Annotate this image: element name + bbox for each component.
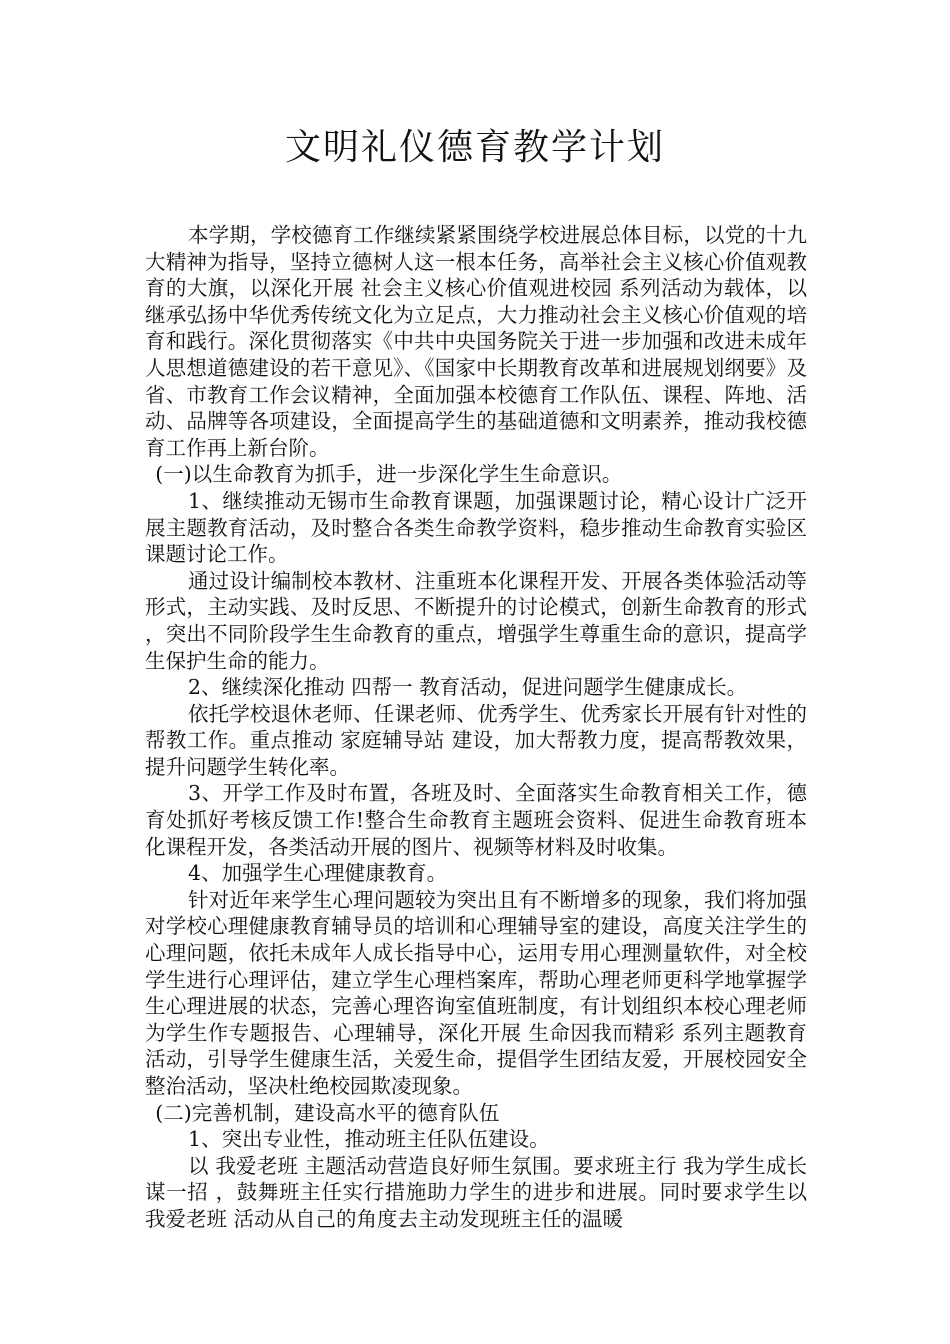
paragraph-detail-4: 针对近年来学生心理问题较为突出且有不断增多的现象，我们将加强对学校心理健康教育辅导员的培训和心理辅导室的建设，高度关注学生的心理问题，依托未成年人成长指导中心，运用专用心理测量软件，对全校学生进行心理评估，建立学生心理档案库，帮助心理老师更科学地掌握学生心理进展的状态，完善心理咨询室值班制度，有计划组织本校心理老师为学生作专题报告、心理辅导，深化开展 生命因我而精彩 系列主题教育活动，引导学生健康生活，关爱生命，提倡学生团结友爱，开展校园安全整治活动，坚决杜绝校园欺凌现象。 — [145, 887, 807, 1098]
document-title: 文明礼仪德育教学计划 — [284, 127, 665, 168]
section-heading-1: (一)以生命教育为抓手，进一步深化学生生命意识。 — [155, 462, 623, 487]
section-heading-2: (二)完善机制，建设高水平的德育队伍 — [155, 1100, 500, 1125]
paragraph-detail-2: 依托学校退休老师、任课老师、优秀学生、优秀家长开展有针对性的帮教工作。重点推动 家庭辅导站 建设，加大帮教力度，提高帮教效果，提升问题学生转化率。 — [145, 701, 807, 779]
paragraph-item-2: 2、继续深化推动 四帮一 教育活动，促进问题学生健康成长。 — [188, 675, 748, 700]
paragraph-detail-1: 通过设计编制校本教材、注重班本化课程开发、开展各类体验活动等形式，主动实践、及时反思、不断提升的讨论模式，创新生命教育的形式，突出不同阶段学生生命教育的重点，增强学生尊重生命的意识，提高学生保护生命的能力。 — [145, 568, 807, 673]
paragraph-item-3: 3、开学工作及时布置，各班及时、全面落实生命教育相关工作，德育处抓好考核反馈工作!整合生命教育主题班会资料、促进生命教育班本化课程开发，各类活动开展的图片、视频等材料及时收集。 — [145, 781, 807, 859]
intro-paragraph: 本学期，学校德育工作继续紧紧围绕学校进展总体目标，以党的十九大精神为指导，坚持立德树人这一根本任务，高举社会主义核心价值观教育的大旗，以深化开展 社会主义核心价值观进校园 系列活动为载体，以继承弘扬中华优秀传统文化为立足点，大力推动社会主义核心价值观的培育和践行。深化贯彻落实《中共中央国务院关于进一步加强和改进未成年人思想道德建设的若干意见》、《国家中长期教育改革和进展规划纲要》及省、市教育工作会议精神，全面加强本校德育工作队伍、课程、阵地、活动、品牌等各项建设，全面提高学生的基础道德和文明素养，推动我校德育工作再上新台阶。 — [145, 223, 807, 460]
paragraph-detail-5: 以 我爱老班 主题活动营造良好师生氛围。要求班主行 我为学生成长谋一招 ，鼓舞班主任实行措施助力学生的进步和进展。同时要求学生以 我爱老班 活动从自己的角度去主动发现班主任的温暖 — [145, 1153, 807, 1231]
paragraph-item-4: 4、加强学生心理健康教育。 — [188, 861, 448, 886]
paragraph-item-1: 1、继续推动无锡市生命教育课题，加强课题讨论，精心设计广泛开展主题教育活动，及时整合各类生命教学资料，稳步推动生命教育实验区课题讨论工作。 — [145, 488, 807, 567]
document-body — [145, 222, 807, 1233]
paragraph-item-5: 1、突出专业性，推动班主任队伍建设。 — [188, 1127, 550, 1152]
